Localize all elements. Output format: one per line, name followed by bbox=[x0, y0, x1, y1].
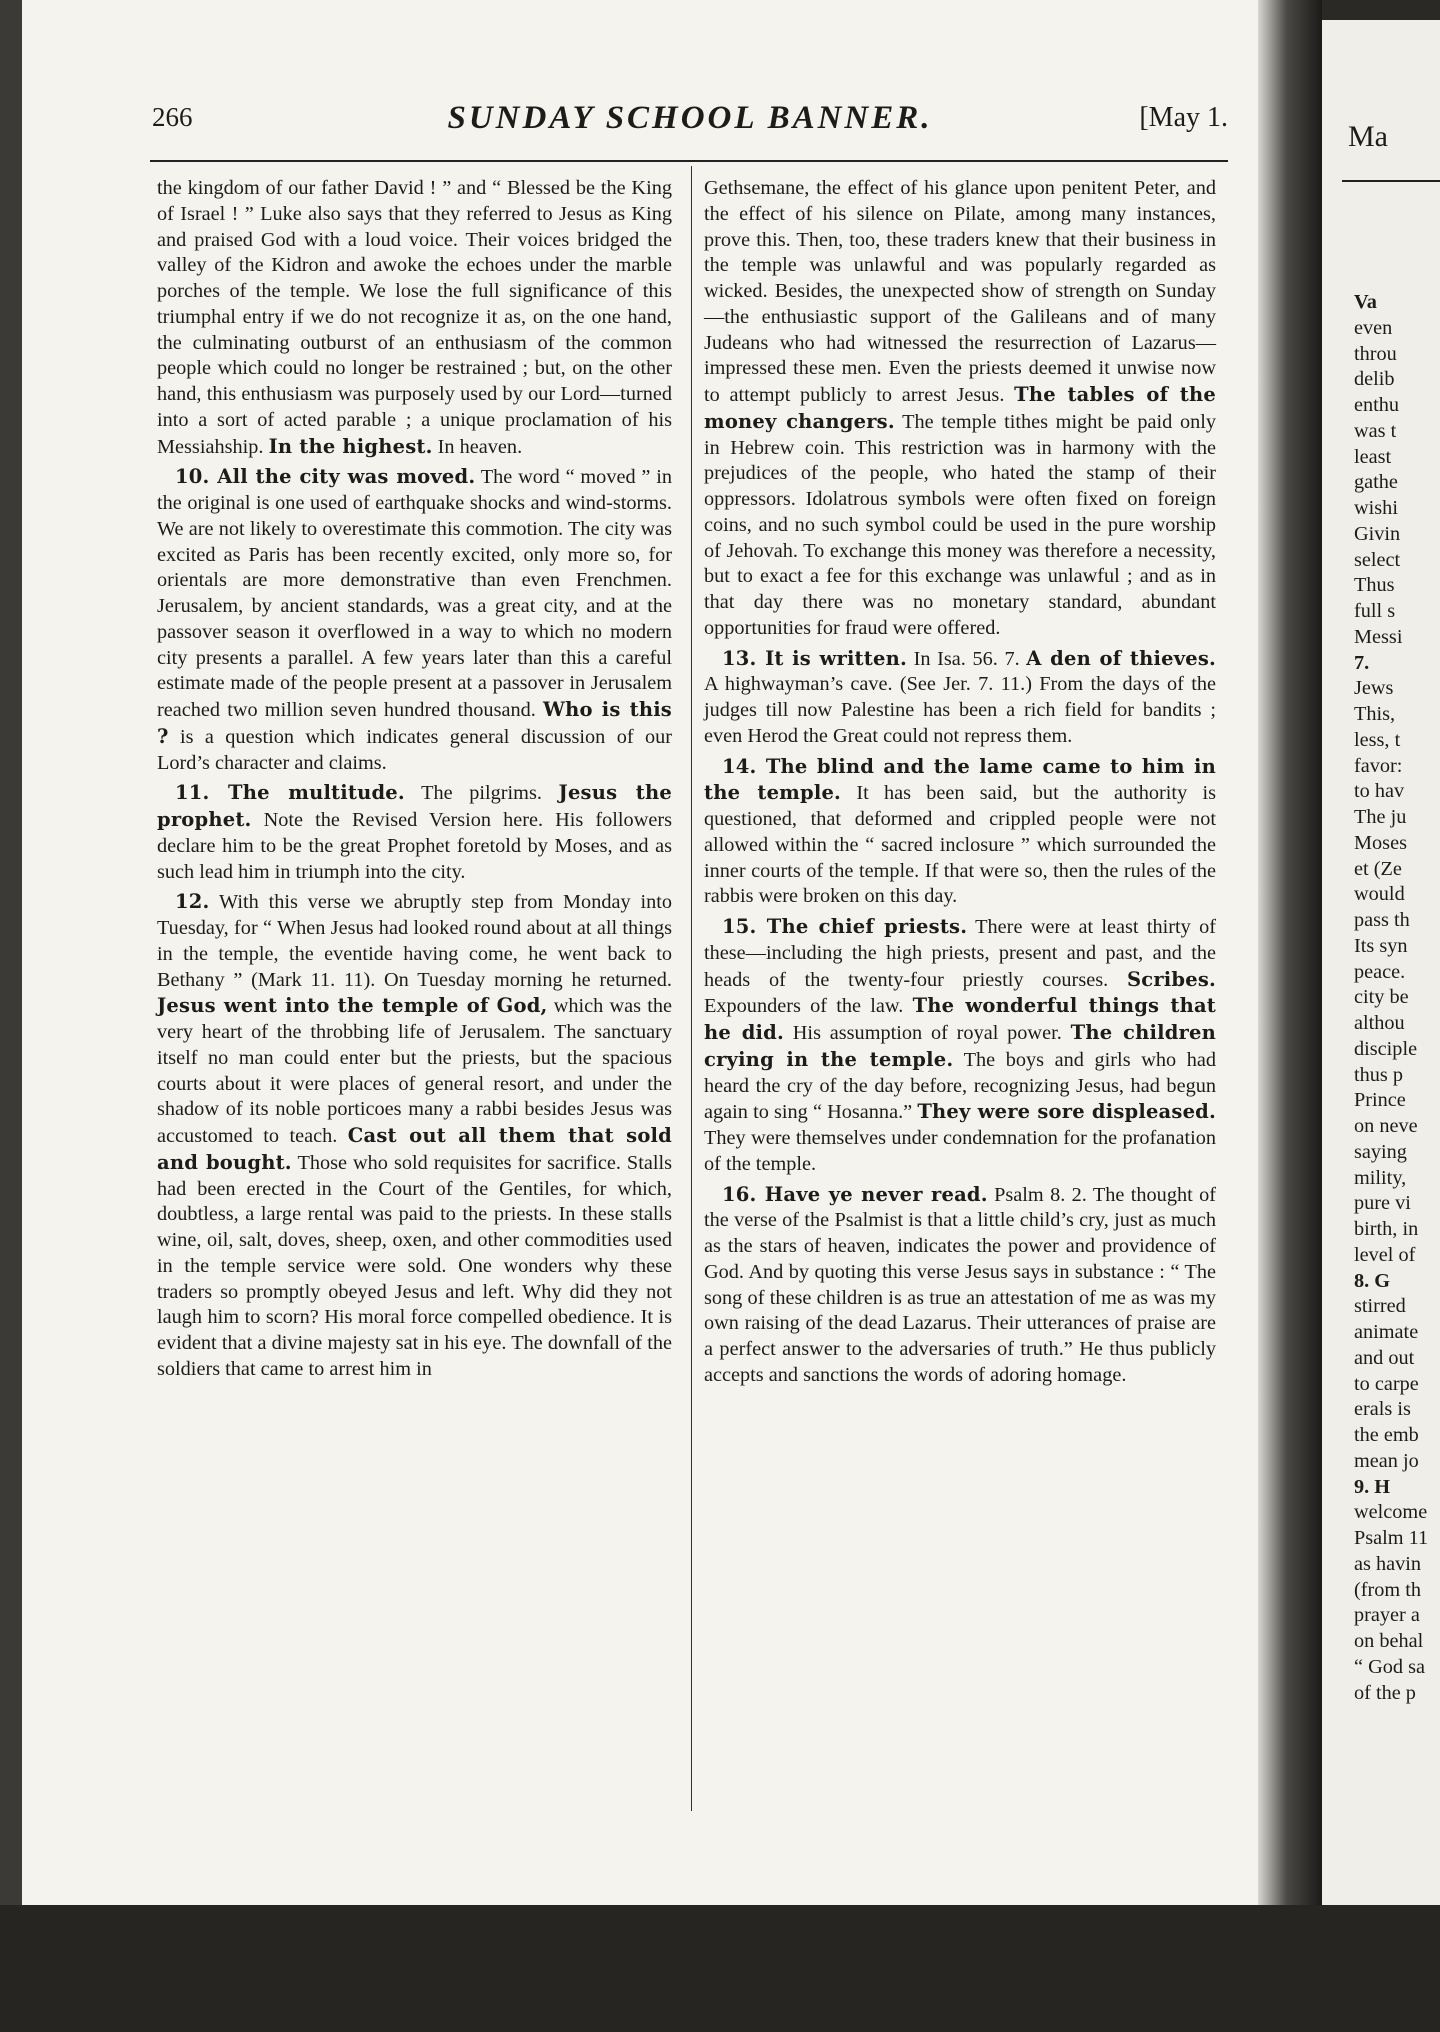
verse-13: 13. It is written. In Isa. 56. 7. A den of thieves. A highwayman’s cave. (See Jer. 7. 11.) From the days of the judges till now Palestine has been a rich field for bandits ; even Herod the Great could not repress them. bbox=[704, 646, 1216, 747]
verse-11: 11. The multitude. The pilgrims. Jesus the prophet. Note the Revised Version here. His followers declare him to be the great Prophet foretold by Moses, and as such lead him in triumph into the city. bbox=[157, 781, 672, 883]
facing-page-line: delib bbox=[1354, 368, 1395, 391]
verse-number: 12. bbox=[175, 890, 210, 914]
facing-page-line: saying bbox=[1354, 1140, 1407, 1163]
facing-page-line: mility, bbox=[1354, 1166, 1407, 1189]
verse-heading: Scribes. bbox=[1126, 967, 1217, 991]
facing-page-edge bbox=[1322, 20, 1440, 1905]
facing-page-line: Va bbox=[1354, 291, 1377, 313]
facing-page-line: was t bbox=[1354, 419, 1397, 442]
facing-page-line: mean jo bbox=[1354, 1449, 1419, 1472]
facing-page-line: The ju bbox=[1354, 806, 1407, 828]
facing-page-line: et (Ze bbox=[1354, 857, 1402, 880]
scan-bottom-band bbox=[0, 1905, 1440, 2032]
facing-page-line: Prince bbox=[1354, 1089, 1406, 1112]
facing-page-line: 7. bbox=[1354, 651, 1370, 674]
verse-12: 12. With this verse we abruptly step from Monday into Tuesday, for “ When Jesus had looked round about at all things in the temple, the eventide having come, he went back to Bethany ” (Mark 11. 11). On Tuesday morning he returned. Jesus went into the temple of God, which was the very heart of the throbbing life of Jerusalem. The sanctuary itself no man could enter but the priests, but the spacious courts about it were places of general resort, and under the shadow of its noble porticoes many a rabbi besides Jesus was accustomed to teach. Cast out all them that sold and bought. Those who sold requisites for sacrifice. Stalls had been erected in the Court of the Gentiles, for which, doubtless, a large rental was paid to the priests. In these stalls wine, oil, salt, doves, sheep, oxen, and other commodities used in the temple service were sold. One wonders why these traders so promptly obeyed Jesus and left. Why did they not laugh him to scorn? His moral force compelled obedience. It is evident that a divine majesty sat in his eye. The downfall of the soldiers that came to arrest him in bbox=[157, 890, 673, 1380]
facing-page-line: thus p bbox=[1354, 1063, 1404, 1086]
verse-14: 14. The blind and the lame came to him in the temple. It has been said, but the authority is questioned, that deformed and crippled people were not allowed within the “ sacred inclosure ” which surrounded the inner courts of the temple. If that were so, then the rules of the rabbis were broken on this day. bbox=[704, 754, 1216, 908]
facing-page-line: erals is bbox=[1354, 1398, 1411, 1421]
facing-page-line: pass th bbox=[1354, 909, 1410, 931]
verse-10: 10. All the city was moved. The word “ moved ” in the original is one used of earthquake shocks and wind-storms. We are not likely to overestimate this commotion. The city was excited as Paris has been recently excited, only more so, for orientals are more demonstrative than even Frenchmen. Jerusalem, by ancient standards, was a great city, and at the passover season it overflowed in a way to which no modern city presents a parallel. A few years later than this a careful estimate made of the people present at a passover in Jerusalem reached two million seven hundred thousand. Who is this ? is a question which indicates general discussion of our Lord’s character and claims. bbox=[157, 465, 673, 774]
facing-page-line: pure vi bbox=[1354, 1192, 1411, 1215]
facing-page-line: least bbox=[1354, 445, 1392, 468]
scan-left-edge bbox=[0, 0, 22, 2032]
facing-page-line: Givin bbox=[1354, 522, 1401, 545]
paragraph: the kingdom of our father David ! ” and “ Blessed be the King of Israel ! ” Luke also says that they referred to Jesus as King and praised God with a loud voice. Their voices bridged the valley of the Kidron and awoke the echoes under the marble porches of the temple. We lose the full significance of this triumphal entry if we do not recognize it as, on the one hand, the culminating outburst of an enthusiasm of the common people which could no longer be restrained ; but, on the other hand, this enthusiasm was purposely used by our Lord—turned into a sort of acted parable ; a unique proclamation of his Messiahship. In the highest. In heaven. bbox=[157, 177, 672, 458]
verse-heading: Who is this ? bbox=[157, 698, 672, 748]
right-column bbox=[704, 176, 1216, 1389]
facing-page-line: birth, in bbox=[1354, 1218, 1419, 1240]
facing-page-line: althou bbox=[1354, 1012, 1405, 1034]
facing-page-header: Ma bbox=[1348, 120, 1388, 153]
facing-page-line: of the p bbox=[1354, 1681, 1416, 1704]
facing-page-line: would bbox=[1354, 883, 1405, 906]
verse-heading: They were sore displeased. bbox=[917, 1100, 1216, 1124]
verse-heading: 15. The chief priests. bbox=[722, 915, 968, 938]
verse-heading: 11. The multitude. bbox=[175, 781, 405, 805]
facing-page-line: on behal bbox=[1354, 1630, 1424, 1652]
facing-page-line: and out bbox=[1354, 1346, 1415, 1369]
book-gutter bbox=[1258, 0, 1322, 1905]
facing-page-line: less, t bbox=[1354, 728, 1401, 751]
verse-heading: 16. Have ye never read. bbox=[722, 1182, 988, 1206]
page-header bbox=[152, 100, 1228, 150]
facing-page-line: full s bbox=[1354, 600, 1396, 622]
facing-page-line: select bbox=[1354, 548, 1401, 571]
facing-page-line: Messi bbox=[1354, 625, 1403, 648]
facing-page-line: animate bbox=[1354, 1321, 1419, 1343]
left-column bbox=[157, 176, 672, 1383]
facing-page-line: Thus bbox=[1354, 574, 1395, 597]
facing-page-line: 8. G bbox=[1354, 1269, 1391, 1292]
facing-page-line: throu bbox=[1354, 342, 1397, 365]
verse-15: 15. The chief priests. There were at least thirty of these—including the high priests, present and past, and the heads of the twenty-four priestly courses. Scribes. Expounders of the law. The wonderful things that he did. His assumption of royal power. The children crying in the temple. The boys and girls who had heard the cry of the day before, recognizing Jesus, had begun again to sing “ Hosanna.” They were sore displeased. They were themselves under condemnation for the profanation of the temple. bbox=[704, 915, 1217, 1175]
paragraph: Gethsemane, the effect of his glance upon penitent Peter, and the effect of his silence on Pilate, among many instances, prove this. Then, too, these traders knew that their business in the temple was unlawful and was popularly regarded as wicked. Besides, the unexpected show of strength on Sunday—the enthusiastic support of the Galileans and of many Judeans who had witnessed the resurrection of Lazarus—impressed these men. Even the priests deemed it unwise now to attempt publicly to arrest Jesus. The tables of the money changers. The temple tithes might be paid only in Hebrew coin. This restriction was in harmony with the prejudices of the people, who hated the stamp of their oppressors. Idolatrous symbols were often fixed on foreign coins, and no such symbol could be used in the pure worship of Jehovah. To exchange this money was therefore a necessity, but to exact a fee for this exchange was unlawful ; and as in that day there was no monetary standard, abundant opportunities for fraud were offered. bbox=[704, 177, 1217, 639]
verse-16: 16. Have ye never read. Psalm 8. 2. The thought of the verse of the Psalmist is that a little child’s cry, just as much as the stars of heaven, indicates the power and providence of God. And by quoting this verse Jesus says in substance : “ The song of these children is as true an attestation of me as was my own raising of the dead Lazarus. Their utterances of praise are a perfect answer to the adversaries of truth.” He thus publicly accepts and sanctions the words of adoring homage. bbox=[704, 1182, 1216, 1386]
facing-page-line: Jews bbox=[1354, 677, 1394, 700]
page-number: 266 bbox=[152, 102, 193, 132]
facing-header-rule bbox=[1342, 180, 1440, 182]
facing-page-line: favor: bbox=[1354, 754, 1403, 777]
facing-page-line: on neve bbox=[1354, 1115, 1418, 1137]
facing-page-line: Psalm 11 bbox=[1354, 1527, 1429, 1549]
facing-page-line: to carpe bbox=[1354, 1372, 1419, 1395]
verse-heading: 14. The blind and the lame came to him in the temple. bbox=[704, 754, 1216, 805]
verse-heading: Cast out all them that sold and bought. bbox=[157, 1124, 673, 1174]
issue-date: [May 1. bbox=[1139, 102, 1228, 133]
verse-heading: 10. All the city was moved. bbox=[175, 465, 476, 489]
facing-page-line: disciple bbox=[1354, 1037, 1418, 1060]
facing-page-line: wishi bbox=[1354, 497, 1398, 519]
facing-page-line: the emb bbox=[1354, 1424, 1419, 1446]
facing-page-line: to hav bbox=[1354, 780, 1405, 803]
verse-heading: Jesus went into the temple of God, bbox=[157, 994, 548, 1018]
verse-heading: The tables of the money changers. bbox=[704, 383, 1217, 433]
facing-page-text bbox=[1354, 290, 1440, 1706]
facing-page-line: peace. bbox=[1354, 960, 1406, 983]
facing-page-line: 9. H bbox=[1354, 1475, 1391, 1498]
verse-heading: A den of thieves. bbox=[1026, 646, 1216, 670]
facing-page-line: welcome bbox=[1354, 1501, 1428, 1524]
facing-page-line: prayer a bbox=[1354, 1604, 1420, 1627]
facing-page-line: city be bbox=[1354, 986, 1409, 1009]
verse-heading: Jesus the prophet. bbox=[157, 781, 672, 831]
verse-heading: 13. It is written. bbox=[722, 646, 907, 670]
column-rule bbox=[691, 166, 692, 1811]
facing-page-line: as havin bbox=[1354, 1552, 1422, 1575]
facing-page-line: level of bbox=[1354, 1243, 1416, 1266]
facing-page-line: enthu bbox=[1354, 394, 1400, 416]
facing-page-line: This, bbox=[1354, 703, 1396, 725]
facing-page-line: Its syn bbox=[1354, 934, 1408, 957]
verse-heading: In the highest. bbox=[268, 434, 433, 458]
facing-page-line: stirred bbox=[1354, 1295, 1406, 1318]
facing-page-line: Moses bbox=[1354, 831, 1407, 854]
header-rule bbox=[150, 160, 1228, 162]
facing-page-line: even bbox=[1354, 316, 1393, 339]
verse-heading: The children crying in the temple. bbox=[704, 1021, 1216, 1071]
running-title: SUNDAY SCHOOL BANNER. bbox=[447, 100, 933, 136]
facing-page-line: “ God sa bbox=[1354, 1655, 1425, 1678]
verse-heading: The wonderful things that he did. bbox=[704, 994, 1216, 1044]
facing-page-line: (from th bbox=[1354, 1578, 1422, 1601]
facing-page-line: gathe bbox=[1354, 471, 1398, 494]
